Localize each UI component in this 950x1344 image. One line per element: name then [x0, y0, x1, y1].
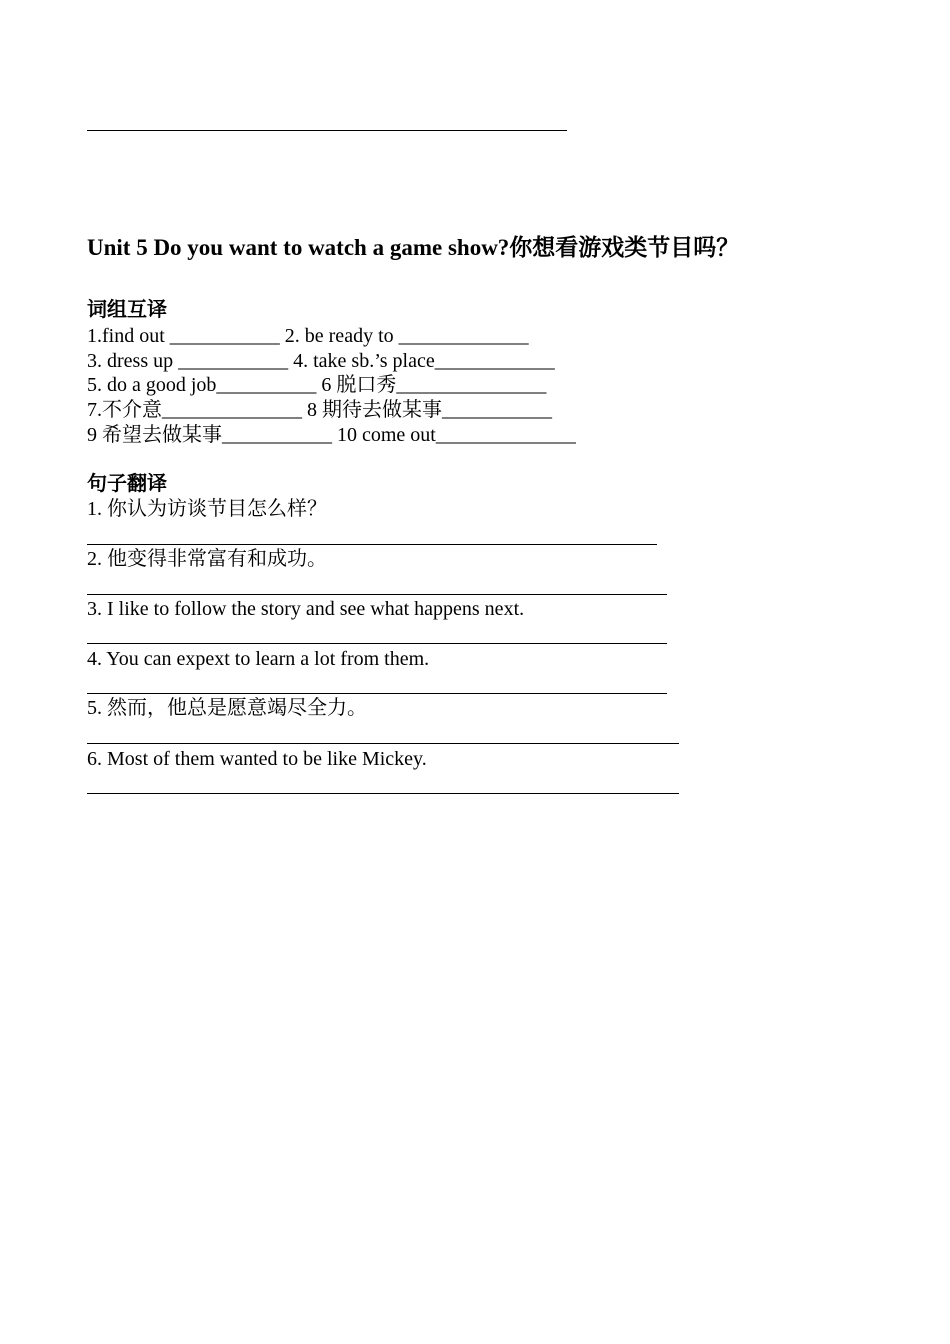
sentence-item: 2. 他变得非常富有和成功。 [87, 548, 327, 570]
phrase-line: 5. do a good job__________ 6 脱口秀_______________ [87, 374, 547, 396]
answer-line [87, 544, 657, 545]
sentence-item: 5. 然而，他总是愿意竭尽全力。 [87, 697, 367, 719]
phrase-line: 1.find out ___________ 2. be ready to _____________ [87, 325, 529, 347]
sentence-item: 3. I like to follow the story and see what happens next. [87, 598, 525, 620]
phrase-line: 3. dress up ___________ 4. take sb.’s place____________ [87, 350, 555, 372]
phrase-line: 7.不介意______________ 8 期待去做某事___________ [87, 399, 552, 421]
answer-line [87, 643, 667, 644]
answer-line [87, 743, 679, 744]
phrase-line: 9 希望去做某事___________ 10 come out______________ [87, 424, 576, 446]
answer-line [87, 594, 667, 595]
sentence-item: 4. You can expext to learn a lot from them. [87, 648, 430, 670]
phrases-heading: 词组互译 [87, 299, 167, 321]
sentence-item: 1. 你认为访谈节目怎么样？ [87, 498, 327, 520]
sentence-item: 6. Most of them wanted to be like Mickey. [87, 748, 427, 770]
answer-line [87, 693, 667, 694]
answer-line-top [87, 130, 567, 131]
answer-line [87, 793, 679, 794]
sentences-heading: 句子翻译 [87, 473, 167, 495]
unit-title: Unit 5 Do you want to watch a game show?你想看游戏类节目吗？ [87, 235, 740, 260]
